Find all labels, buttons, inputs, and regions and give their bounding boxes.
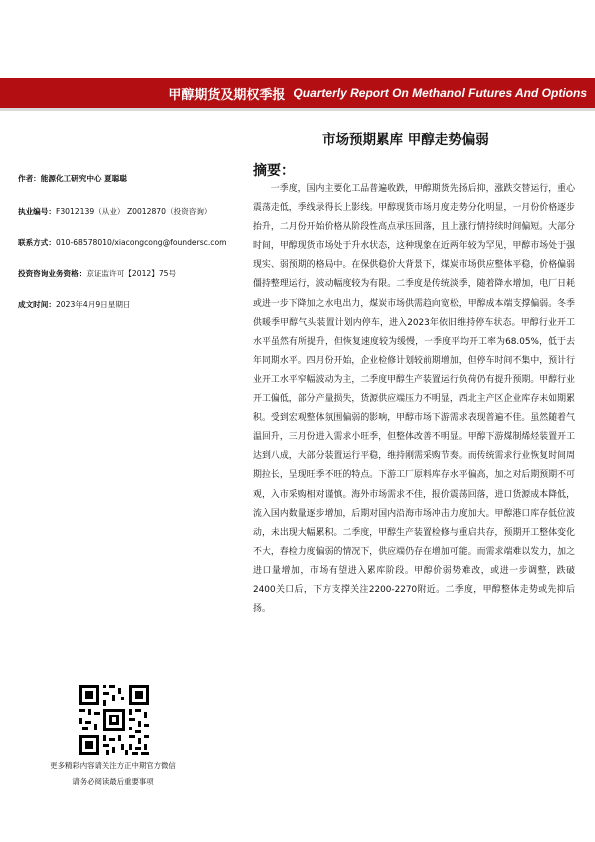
meta-license-label: 执业编号：: [18, 207, 56, 216]
report-banner: [0, 78, 595, 108]
meta-date-label: 成文时间：: [18, 300, 56, 309]
meta-qualification: [18, 268, 176, 279]
meta-author-label: 作者：: [18, 174, 41, 183]
banner-title-cn: 甲醇期货及期权季报: [168, 87, 286, 103]
meta-contact-label: 联系方式：: [18, 238, 56, 247]
qr-caption-disclaimer: 请务必阅读最后重要事项: [72, 777, 154, 786]
meta-license-value: F3012139（从业） Z0012870（投资咨询）: [55, 207, 212, 216]
meta-contact-value[interactable]: 010-68578010/xiacongcong@foundersc.com: [55, 238, 227, 247]
abstract-heading: 摘要：: [253, 163, 295, 179]
meta-author-value: 能源化工研究中心 夏聪聪: [40, 174, 127, 183]
meta-contact: [18, 237, 227, 248]
abstract-body: 一季度，国内主要化工品普遍收跌，甲醇期货先扬后抑，涨跌交替运行，重心震荡走低，季线录得长上影线。甲醇现货市场月度走势分化明显，一月份价格逐步抬升，二月份开始价格从阶段性高点承压回落，且上涨行情持续时间偏短。大部分时间，甲醇现货市场处于升水状态，这种现象在近两年较为罕见，甲醇市场处于强现实、弱预期的格局中。在保供稳价大背景下，煤炭市场供应整体平稳，价格偏弱僵持整理运行，波动幅度较为有限。二季度是传统淡季，随着降水增加，电厂日耗或进一步下降加之水电出力，煤炭市场供需趋向宽松，甲醇成本端支撑偏弱。冬季供暖季甲醇气头装置计划内停车，进入2023年依旧维持停车状态。甲醇行业开工水平虽然有所提升，但恢复速度较为缓慢，一季度平均开工率为68.05%，低于去年同期水平。四月份开始，企业检修计划较前期增加，但停车时间不集中，预计行业开工水平窄幅波动为主，二季度甲醇生产装置运行负荷仍有提升预期。甲醇行业开工偏低，部分产量损失，货源供应端压力不明显，西北主产区企业库存未如期累积。受到宏观整体氛围偏弱的影响，甲醇市场下游需求表现普遍不佳。虽然随着气温回升，三月份进入需求小旺季，但整体改善不明显。甲醇下游煤制烯烃装置开工达到八成，大部分装置运行平稳，维持刚需采购节奏。而传统需求行业恢复时间周期拉长，呈现旺季不旺的特点。下游工厂原料库存水平偏高，加之对后期预期不可观，入市采购相对谨慎。海外市场需求不佳，报价震荡回落，进口货源成本降低，流入国内数量逐步增加，后期对国内沿海市场冲击力度加大。甲醇港口库存低位波动，未出现大幅累积。二季度，甲醇生产装置检修与重启共存，预期开工整体变化不大，春检力度偏弱的情况下，供应端仍存在增加可能。而需求端难以发力，加之进口量增加，市场有望进入累库阶段。甲醇价弱势难改，或进一步调整，跌破2400关口后，下方支撑关注2200-2270附近。二季度，甲醇整体走势或先抑后扬。: [253, 184, 575, 615]
report-title: 市场预期累库 甲醇走势偏弱: [322, 132, 489, 148]
meta-author: [18, 173, 127, 184]
qr-caption-follow: 更多精彩内容请关注方正中期官方微信: [50, 761, 176, 770]
meta-qualification-label: 投资咨询业务资格：: [18, 269, 87, 278]
wechat-qr-code-icon[interactable]: [77, 683, 151, 757]
meta-license: [18, 206, 212, 217]
banner-title-en: Quarterly Report On Methanol Futures And Options: [293, 86, 587, 100]
meta-date: [18, 299, 131, 310]
banner-divider: [0, 108, 595, 111]
meta-date-value: 2023年4月9日星期日: [55, 300, 131, 309]
meta-qualification-value: 京证监许可【2012】75号: [86, 269, 177, 278]
